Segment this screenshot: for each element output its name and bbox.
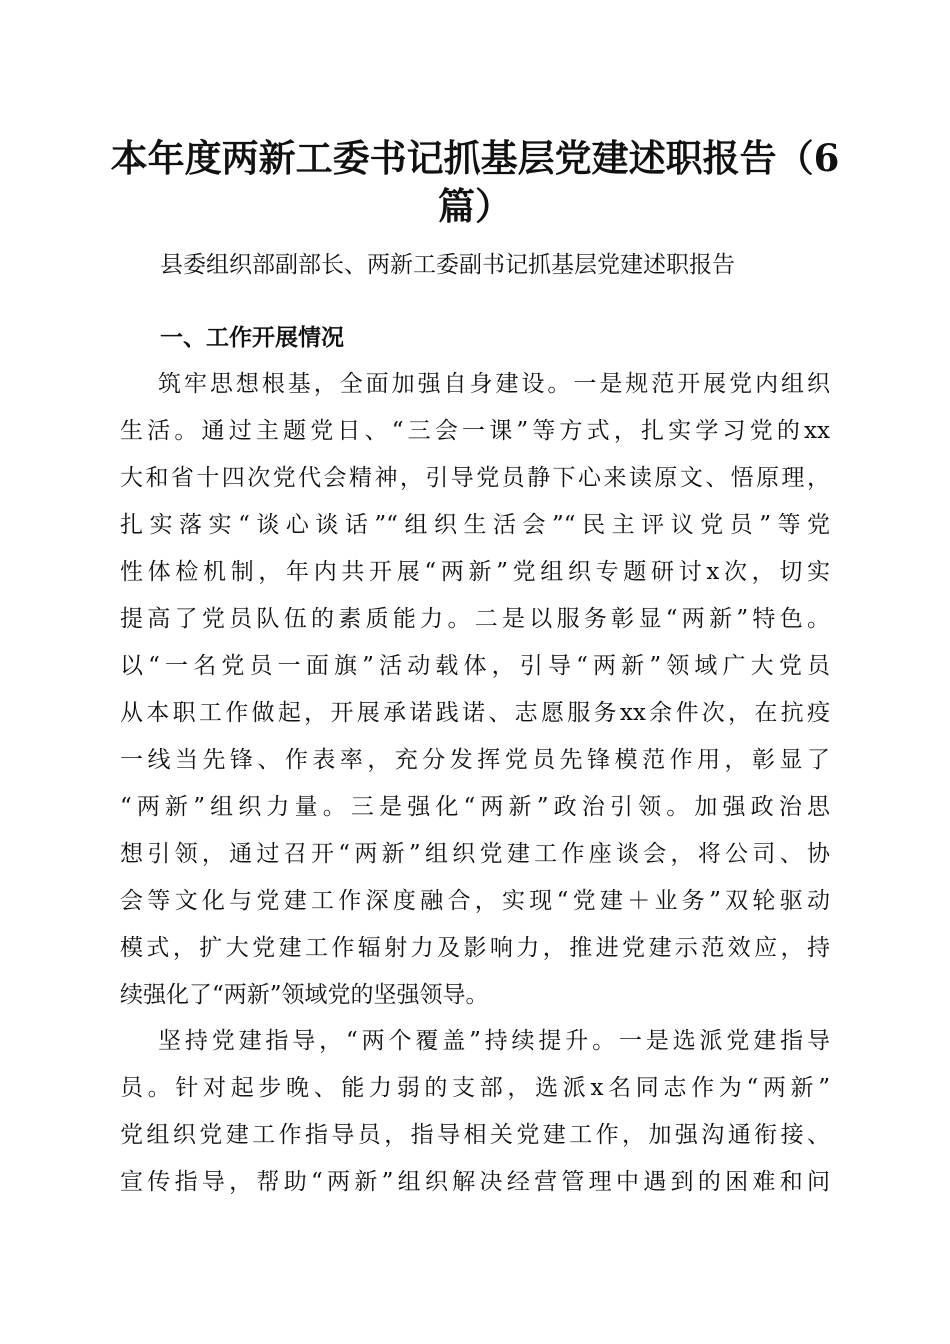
paragraph-line: 扎实落实“谈心谈话”“组织生活会”“民主评议党员”等党: [120, 512, 830, 538]
paragraph-line: 续强化了“两新”领域党的坚强领导。: [120, 982, 489, 1008]
paragraph-line: 党组织党建工作指导员，指导相关党建工作，加强沟通衔接、: [120, 1122, 830, 1148]
document-title-line-2: 篇）: [438, 184, 512, 228]
section-heading: 一、工作开展情况: [160, 325, 344, 351]
paragraph-line: 从本职工作做起，开展承诺践诺、志愿服务xx余件次，在抗疫: [120, 700, 830, 726]
paragraph-line: 大和省十四次党代会精神，引导党员静下心来读原文、悟原理，: [120, 465, 830, 491]
paragraph-line: “两新”组织力量。三是强化“两新”政治引领。加强政治思: [120, 794, 830, 820]
paragraph-line: 宣传指导，帮助“两新”组织解决经营管理中遇到的困难和问: [120, 1169, 830, 1195]
paragraph-line: 坚持党建指导，“两个覆盖”持续提升。一是选派党建指导: [158, 1028, 830, 1054]
paragraph-line: 员。针对起步晚、能力弱的支部，选派x名同志作为“两新”: [120, 1075, 830, 1101]
paragraph-line: 提高了党员队伍的素质能力。二是以服务彰显“两新”特色。: [120, 606, 830, 632]
document-title-line-1: 本年度两新工委书记抓基层党建述职报告（6: [110, 136, 840, 180]
paragraph-line: 以“一名党员一面旗”活动载体，引导“两新”领域广大党员: [120, 653, 830, 679]
paragraph-line: 性体检机制，年内共开展“两新”党组织专题研讨x次，切实: [120, 559, 830, 585]
paragraph-line: 筑牢思想根基，全面加强自身建设。一是规范开展党内组织: [158, 371, 830, 397]
paragraph-line: 会等文化与党建工作深度融合，实现“党建＋业务”双轮驱动: [120, 888, 830, 914]
paragraph-line: 模式，扩大党建工作辐射力及影响力，推进党建示范效应，持: [120, 935, 830, 961]
document-subtitle: 县委组织部副部长、两新工委副书记抓基层党建述职报告: [160, 252, 735, 278]
paragraph-line: 生活。通过主题党日、“三会一课”等方式，扎实学习党的xx: [120, 418, 830, 444]
paragraph-line: 想引领，通过召开“两新”组织党建工作座谈会，将公司、协: [120, 841, 830, 867]
paragraph-line: 一线当先锋、作表率，充分发挥党员先锋模范作用，彰显了: [120, 747, 830, 773]
